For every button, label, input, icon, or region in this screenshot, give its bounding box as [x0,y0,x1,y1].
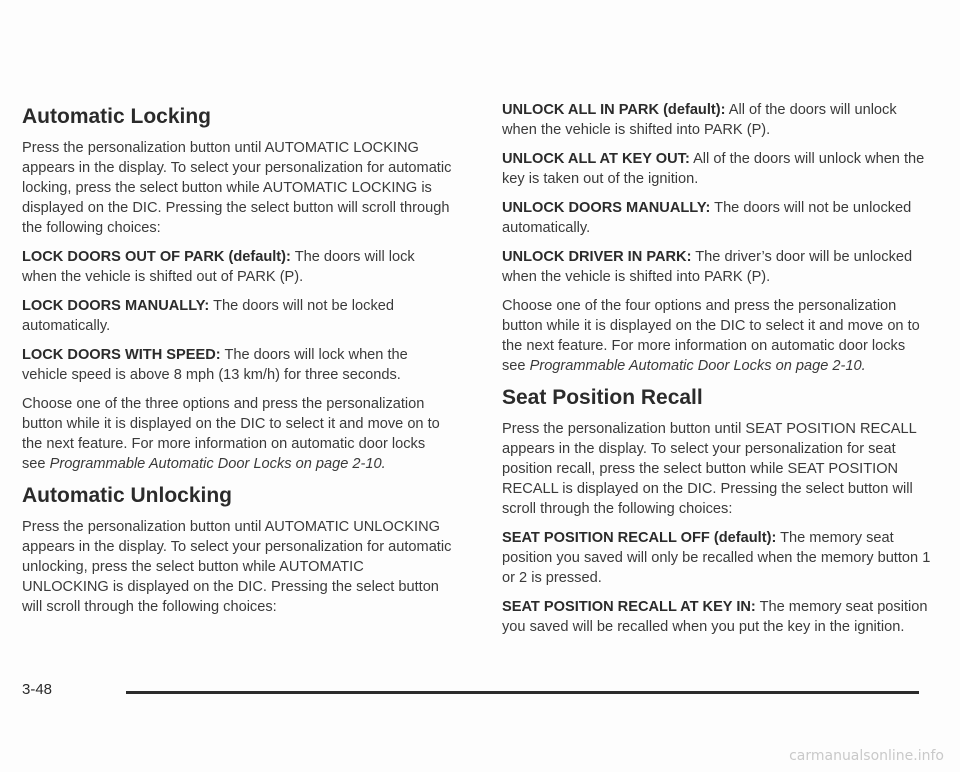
option-paragraph [502,528,932,588]
option-term: UNLOCK DRIVER IN PARK: [502,249,692,265]
option-term: UNLOCK ALL AT KEY OUT: [502,151,690,167]
option-term: LOCK DOORS OUT OF PARK (default): [22,249,291,265]
closing-text: Choose one of the three options and press the personalization button while it is displayed on the DIC to select it and move on to the next feature. For more information on automatic door locks see [22,396,440,472]
option-paragraph [502,247,932,287]
option-text: The doors will not be locked automatically. [22,298,394,334]
automatic-locking-closing [22,394,452,474]
section-heading-automatic-locking: Automatic Locking [22,105,212,128]
option-paragraph [502,149,932,189]
option-term: SEAT POSITION RECALL AT KEY IN: [502,599,756,615]
section-heading-automatic-unlocking: Automatic Unlocking [22,484,233,507]
footer-rule [126,691,919,694]
option-term: SEAT POSITION RECALL OFF (default): [502,530,777,546]
option-text: The driver’s door will be unlocked when the vehicle is shifted into PARK (P). [502,249,913,285]
watermark: carmanualsonline.info [789,748,944,764]
option-paragraph [502,100,932,140]
option-paragraph [502,198,932,238]
automatic-unlocking-closing [502,296,932,376]
seat-recall-intro: Press the personalization button until SEAT POSITION RECALL appears in the display. To select your personalization for seat position recall, press the select button while SEAT POSITION RECALL is displayed on the DIC. Pressing the select button will scroll through the following choices: [502,421,917,517]
automatic-locking-intro: Press the personalization button until AUTOMATIC LOCKING appears in the display. To select your personalization for automatic locking, press the select button while AUTOMATIC LOCKING is displayed on the DIC. Pressing the select button will scroll through the following choices: [22,140,452,236]
option-paragraph [502,597,932,637]
closing-text: Choose one of the four options and press the personalization button while it is displayed on the DIC to select it and move on to the next feature. For more information on automatic door locks see [502,298,920,374]
option-term: UNLOCK DOORS MANUALLY: [502,200,711,216]
option-term: UNLOCK ALL IN PARK (default): [502,102,726,118]
cross-reference: Programmable Automatic Door Locks on page 2-10. [49,456,386,472]
option-term: LOCK DOORS MANUALLY: [22,298,210,314]
option-text: The doors will lock when the vehicle speed is above 8 mph (13 km/h) for three seconds. [22,347,408,383]
option-text: The doors will not be unlocked automatically. [502,200,912,236]
option-term: LOCK DOORS WITH SPEED: [22,347,221,363]
automatic-unlocking-intro: Press the personalization button until AUTOMATIC UNLOCKING appears in the display. To select your personalization for automatic unlocking, press the select button while AUTOMATIC UNLOCKING is displayed on the DIC. Pressing the select button will scroll through the following choices: [22,519,452,615]
cross-reference: Programmable Automatic Door Locks on page 2-10. [529,358,866,374]
option-paragraph [22,345,452,385]
right-column [502,104,932,646]
option-text: All of the doors will unlock when the vehicle is shifted into PARK (P). [502,102,897,138]
page-number: 3-48 [22,681,53,698]
option-text: The memory seat position you saved will only be recalled when the memory button 1 or 2 is pressed. [502,530,931,586]
left-column [22,104,452,626]
option-text: The memory seat position you saved will be recalled when you put the key in the ignition. [502,599,928,635]
option-text: All of the doors will unlock when the key is taken out of the ignition. [502,151,925,187]
option-text: The doors will lock when the vehicle is shifted out of PARK (P). [22,249,415,285]
option-paragraph [22,296,452,336]
section-heading-seat-position-recall: Seat Position Recall [502,386,703,409]
option-paragraph [22,247,452,287]
